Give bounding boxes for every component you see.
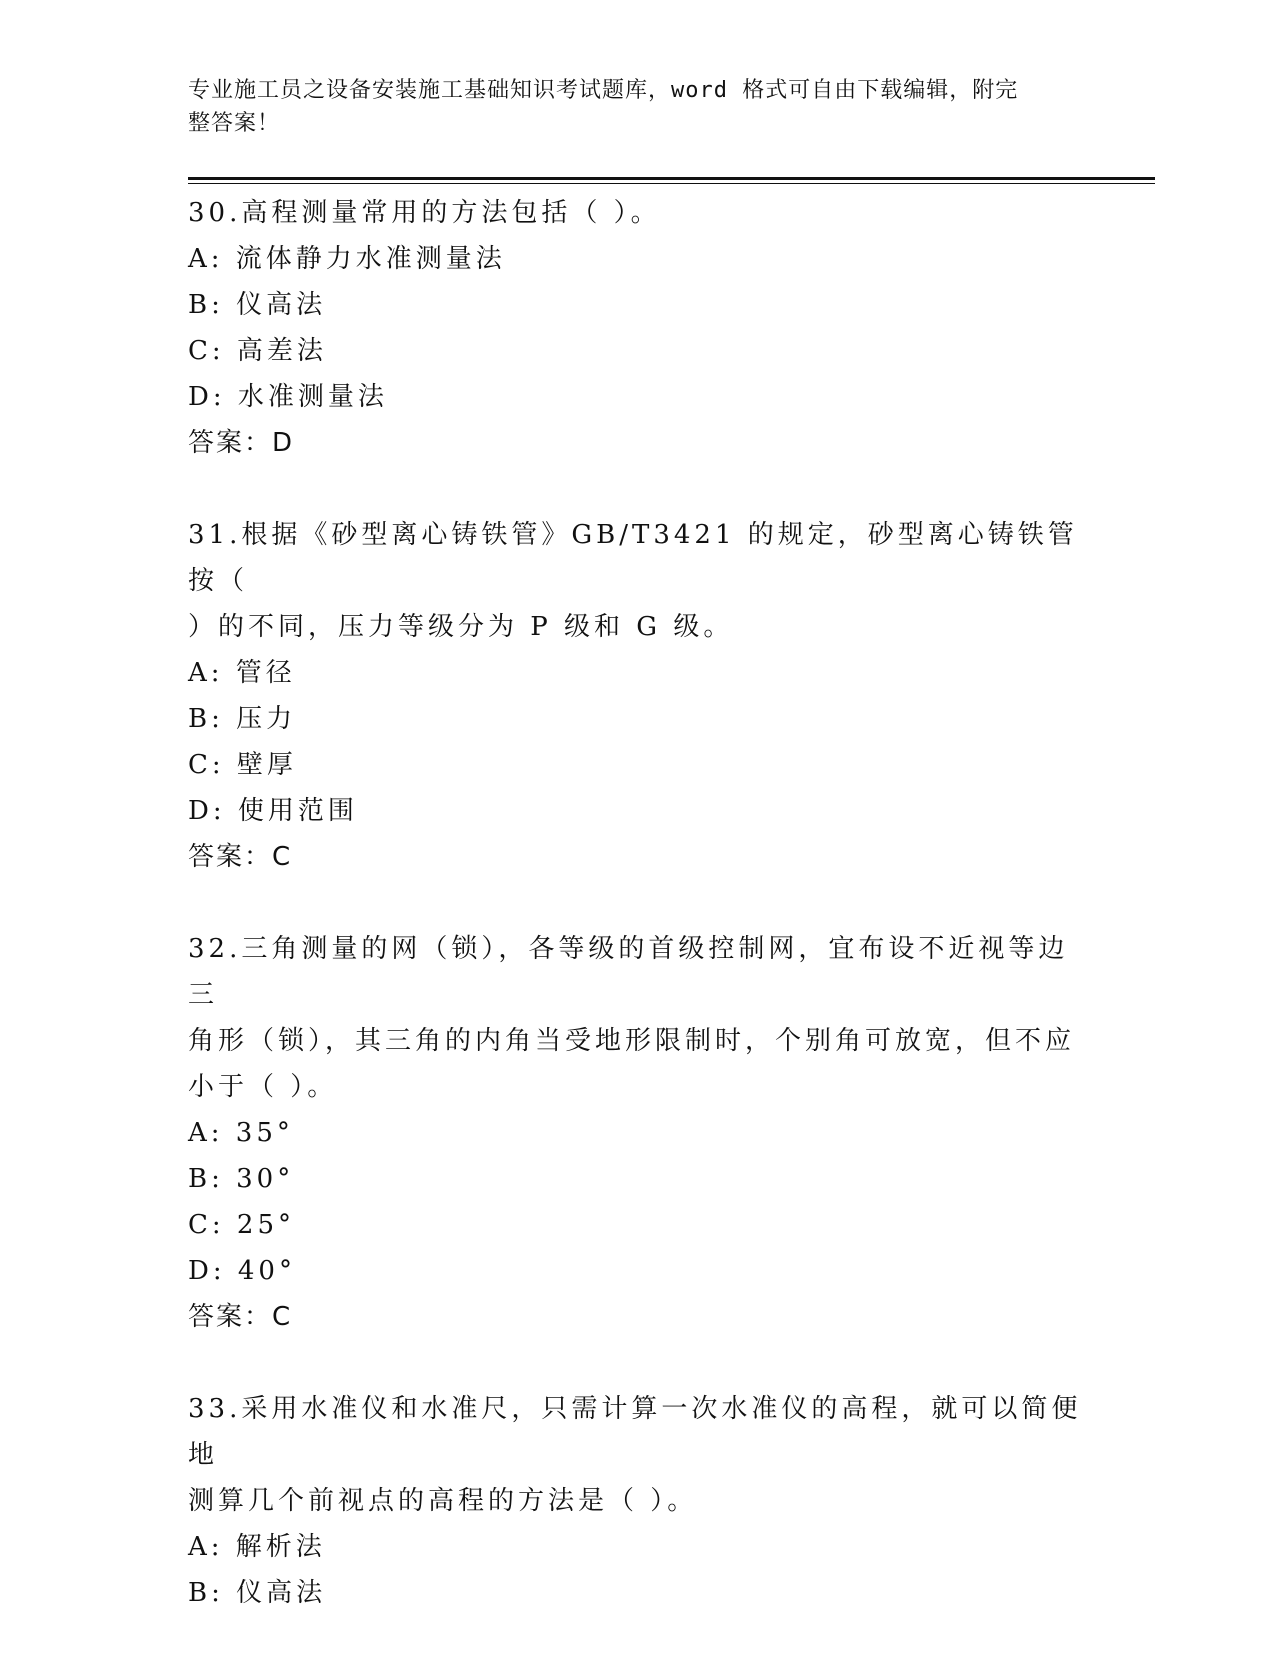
question-stem bbox=[188, 512, 1088, 650]
option-a: A: 35° bbox=[188, 1118, 294, 1148]
option-c: C: 壁厚 bbox=[188, 750, 297, 780]
header-rule-thin bbox=[188, 183, 1155, 184]
question-33 bbox=[188, 1386, 1088, 1616]
option-c: C: 高差法 bbox=[188, 336, 327, 366]
answer-label: 答案：C bbox=[188, 1302, 293, 1332]
option-a: A: 解析法 bbox=[188, 1532, 326, 1562]
answer-label: 答案：C bbox=[188, 842, 293, 872]
question-31 bbox=[188, 512, 1088, 880]
option-b: B: 仪高法 bbox=[188, 290, 327, 320]
stem-line: 31.根据《砂型离心铸铁管》GB/T3421 的规定，砂型离心铸铁管按（ bbox=[188, 520, 1078, 596]
question-stem bbox=[188, 926, 1088, 1110]
option-c: C: 25° bbox=[188, 1210, 296, 1240]
option-b: B: 仪高法 bbox=[188, 1578, 327, 1608]
option-a: A: 流体静力水准测量法 bbox=[188, 244, 506, 274]
question-stem bbox=[188, 190, 1088, 236]
option-a: A: 管径 bbox=[188, 658, 296, 688]
stem-line: 测算几个前视点的高程的方法是（ ）。 bbox=[188, 1486, 698, 1516]
header-line-1: 专业施工员之设备安装施工基础知识考试题库，word 格式可自由下载编辑，附完 bbox=[188, 78, 1019, 103]
stem-line: ）的不同，压力等级分为 P 级和 G 级。 bbox=[188, 612, 734, 642]
header-rule-thick bbox=[188, 177, 1155, 180]
page-header bbox=[188, 74, 1088, 140]
stem-line: 角形（锁），其三角的内角当受地形限制时，个别角可放宽，但不应 bbox=[188, 1026, 1076, 1056]
question-30 bbox=[188, 190, 1088, 466]
stem-line: 小于（ ）。 bbox=[188, 1072, 338, 1102]
question-stem bbox=[188, 1386, 1088, 1524]
option-d: D: 水准测量法 bbox=[188, 382, 388, 412]
stem-line: 32.三角测量的网（锁），各等级的首级控制网，宜布设不近视等边三 bbox=[188, 934, 1069, 1010]
question-32 bbox=[188, 926, 1088, 1340]
option-b: B: 压力 bbox=[188, 704, 297, 734]
header-line-2: 整答案！ bbox=[188, 111, 281, 136]
stem-line: 30.高程测量常用的方法包括（ ）。 bbox=[188, 198, 661, 228]
answer-label: 答案：D bbox=[188, 428, 295, 458]
option-d: D: 40° bbox=[188, 1256, 296, 1286]
option-b: B: 30° bbox=[188, 1164, 295, 1194]
stem-line: 33.采用水准仪和水准尺，只需计算一次水准仪的高程，就可以简便地 bbox=[188, 1394, 1082, 1470]
question-list bbox=[188, 190, 1088, 1662]
option-d: D: 使用范围 bbox=[188, 796, 358, 826]
